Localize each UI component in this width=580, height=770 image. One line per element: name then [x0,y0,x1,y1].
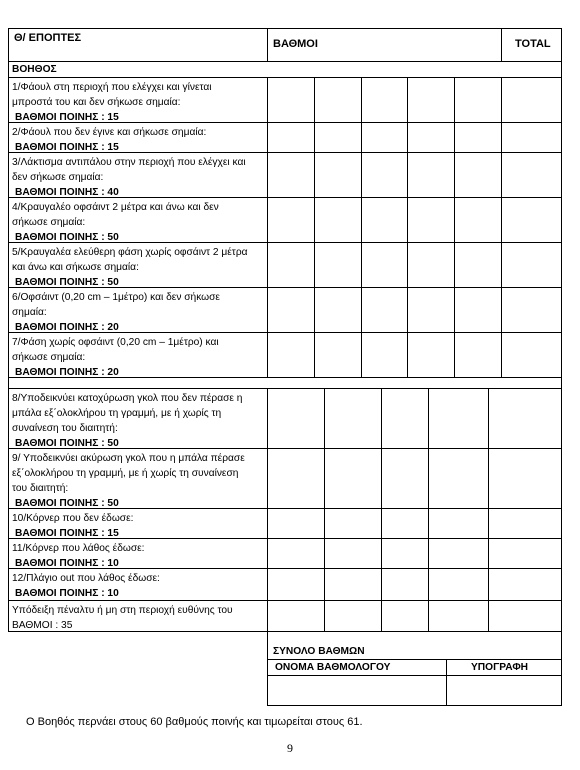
score-cell[interactable] [325,539,381,568]
total-cell[interactable] [502,78,561,122]
table-rule [267,28,268,62]
score-cell[interactable] [429,569,488,600]
score-cell[interactable] [268,288,314,332]
score-cell[interactable] [408,78,454,122]
criterion-text: 8/Υποδεικνύει κατοχύρωση γκολ που δεν πέρασε η [12,393,243,404]
penalty-points: ΒΑΘΜΟΙ ΠΟΙΝΗΣ : 50 [15,438,119,449]
total-cell[interactable] [489,389,561,448]
score-cell[interactable] [455,288,501,332]
score-cell[interactable] [315,243,361,287]
criterion-text: 1/Φάουλ στη περιοχή που ελέγχει και γίνεται [12,82,212,93]
score-cell[interactable] [315,333,361,377]
score-cell[interactable] [268,123,314,152]
criterion-text: 12/Πλάγιο out που λάθος έδωσε: [12,573,160,584]
total-cell[interactable] [489,449,561,508]
score-cell[interactable] [408,243,454,287]
score-cell[interactable] [362,198,407,242]
score-cell[interactable] [362,333,407,377]
table-top-border [8,28,562,29]
criterion-text: 10/Κόρνερ που δεν έδωσε: [12,513,134,524]
penalty-points: ΒΑΘΜΟΙ ΠΟΙΝΗΣ : 10 [15,558,119,569]
score-cell[interactable] [268,198,314,242]
score-cell[interactable] [268,509,324,538]
total-cell[interactable] [502,123,561,152]
page-number: 9 [287,741,293,755]
header-supervisors: Θ/ ΕΠΟΠΤΕΣ [14,32,82,44]
score-cell[interactable] [455,78,501,122]
score-cell[interactable] [382,569,428,600]
criterion-text: 3/Λάκτισμα αντιπάλου στην περιοχή που ελέγχει και [12,157,246,168]
score-cell[interactable] [455,123,501,152]
score-cell[interactable] [429,389,488,448]
score-cell[interactable] [429,601,488,631]
criterion-text: ΒΑΘΜΟΙ : 35 [12,620,73,631]
penalty-points: ΒΑΘΜΟΙ ΠΟΙΝΗΣ : 20 [15,322,119,333]
score-cell[interactable] [382,601,428,631]
score-cell[interactable] [268,569,324,600]
score-cell[interactable] [455,198,501,242]
criterion-text: σημαία: [12,307,47,318]
section-title-assistant: ΒΟΗΘΟΣ [12,64,57,75]
score-cell[interactable] [325,449,381,508]
score-cell[interactable] [455,333,501,377]
score-cell[interactable] [315,123,361,152]
score-cell[interactable] [382,509,428,538]
score-cell[interactable] [429,449,488,508]
criterion-text: εξ΄ολοκλήρου τη γραμμή, με ή χωρίς τη συναίνεση [12,468,239,479]
score-cell[interactable] [315,198,361,242]
criterion-text: 4/Κραυγαλέο οφσάιντ 2 μέτρα και άνω και δεν [12,202,219,213]
penalty-points: ΒΑΘΜΟΙ ΠΟΙΝΗΣ : 15 [15,112,119,123]
total-cell[interactable] [502,288,561,332]
table-rule [8,631,562,632]
criterion-text: 11/Κόρνερ που λάθος έδωσε: [12,543,145,554]
score-cell[interactable] [325,389,381,448]
summary-right-border [561,631,562,706]
total-cell[interactable] [502,198,561,242]
criterion-text: σήκωσε σημαία: [12,217,86,228]
score-cell[interactable] [268,601,324,631]
footnote: Ο Βοηθός περνάει στους 60 βαθμούς ποινής και τιμωρείται στους 61. [26,716,363,728]
table-rule [8,61,562,62]
total-cell[interactable] [502,243,561,287]
total-cell[interactable] [489,509,561,538]
total-cell[interactable] [489,539,561,568]
score-cell[interactable] [382,539,428,568]
score-cell[interactable] [362,243,407,287]
criterion-text: 7/Φάση χωρίς οφσάιντ (0,20 cm – 1μέτρο) και [12,337,219,348]
penalty-points: ΒΑΘΜΟΙ ΠΟΙΝΗΣ : 20 [15,367,119,378]
criterion-text: μπάλα εξ΄ολοκλήρου τη γραμμή, με ή χωρίς τη [12,408,222,419]
criterion-text: και άνω και σήκωσε σημαία: [12,262,139,273]
score-cell[interactable] [362,78,407,122]
score-cell[interactable] [408,333,454,377]
score-cell[interactable] [268,153,314,197]
score-cell[interactable] [382,449,428,508]
total-cell[interactable] [502,333,561,377]
score-cell[interactable] [408,153,454,197]
score-cell[interactable] [268,389,324,448]
penalty-points: ΒΑΘΜΟΙ ΠΟΙΝΗΣ : 40 [15,187,119,198]
total-cell[interactable] [489,601,561,631]
grader-name-label: ΟΝΟΜΑ ΒΑΘΜΟΛΟΓΟΥ [275,662,391,673]
total-cell[interactable] [489,569,561,600]
signature-field[interactable] [447,676,561,705]
score-cell[interactable] [268,243,314,287]
score-cell[interactable] [315,78,361,122]
score-cell[interactable] [325,509,381,538]
penalty-points: ΒΑΘΜΟΙ ΠΟΙΝΗΣ : 50 [15,232,119,243]
grader-name-field[interactable] [268,676,446,705]
header-total: TOTAL [515,38,551,50]
score-cell[interactable] [362,123,407,152]
penalty-points: ΒΑΘΜΟΙ ΠΟΙΝΗΣ : 10 [15,588,119,599]
score-cell[interactable] [325,601,381,631]
score-cell[interactable] [408,123,454,152]
table-rule [501,28,502,62]
criterion-text: 5/Κραυγαλέα ελεύθερη φάση χωρίς οφσάιντ 2 μέτρα [12,247,248,258]
score-cell[interactable] [315,288,361,332]
total-points-label: ΣΥΝΟΛΟ ΒΑΘΜΩΝ [273,646,365,657]
penalty-points: ΒΑΘΜΟΙ ΠΟΙΝΗΣ : 15 [15,528,119,539]
header-points: ΒΑΘΜΟΙ [273,38,318,50]
score-cell[interactable] [408,198,454,242]
criterion-text: 6/Οφσάιντ (0,20 cm – 1μέτρο) και δεν σήκωσε [12,292,220,303]
score-cell[interactable] [429,539,488,568]
score-cell[interactable] [268,78,314,122]
table-rule [267,705,562,706]
score-cell[interactable] [382,389,428,448]
criterion-text: σήκωσε σημαία: [12,352,86,363]
criterion-text: δεν σήκωσε σημαία: [12,172,104,183]
score-cell[interactable] [315,153,361,197]
criterion-text: Υπόδειξη πέναλτυ ή μη στη περιοχή ευθύνης του [12,605,233,616]
score-cell[interactable] [325,569,381,600]
table-left-border [8,28,9,632]
total-cell[interactable] [502,153,561,197]
score-cell[interactable] [268,333,314,377]
penalty-points: ΒΑΘΜΟΙ ΠΟΙΝΗΣ : 50 [15,277,119,288]
criterion-text: μπροστά του και δεν σήκωσε σημαία: [12,97,181,108]
criterion-text: συναίνεση του διαιτητή: [12,423,118,434]
score-cell[interactable] [268,449,324,508]
criterion-text: 2/Φάουλ που δεν έγινε και σήκωσε σημαία: [12,127,207,138]
penalty-points: ΒΑΘΜΟΙ ΠΟΙΝΗΣ : 15 [15,142,119,153]
score-cell[interactable] [362,288,407,332]
score-cell[interactable] [408,288,454,332]
score-cell[interactable] [455,153,501,197]
score-cell[interactable] [362,153,407,197]
score-cell[interactable] [455,243,501,287]
table-right-border [561,28,562,632]
penalty-points: ΒΑΘΜΟΙ ΠΟΙΝΗΣ : 50 [15,498,119,509]
criterion-text: 9/ Υποδεικνύει ακύρωση γκολ που η μπάλα πέρασε [12,453,245,464]
criterion-text: του διαιτητή: [12,483,69,494]
score-cell[interactable] [429,509,488,538]
score-cell[interactable] [268,539,324,568]
signature-label: ΥΠΟΓΡΑΦΗ [471,662,529,673]
